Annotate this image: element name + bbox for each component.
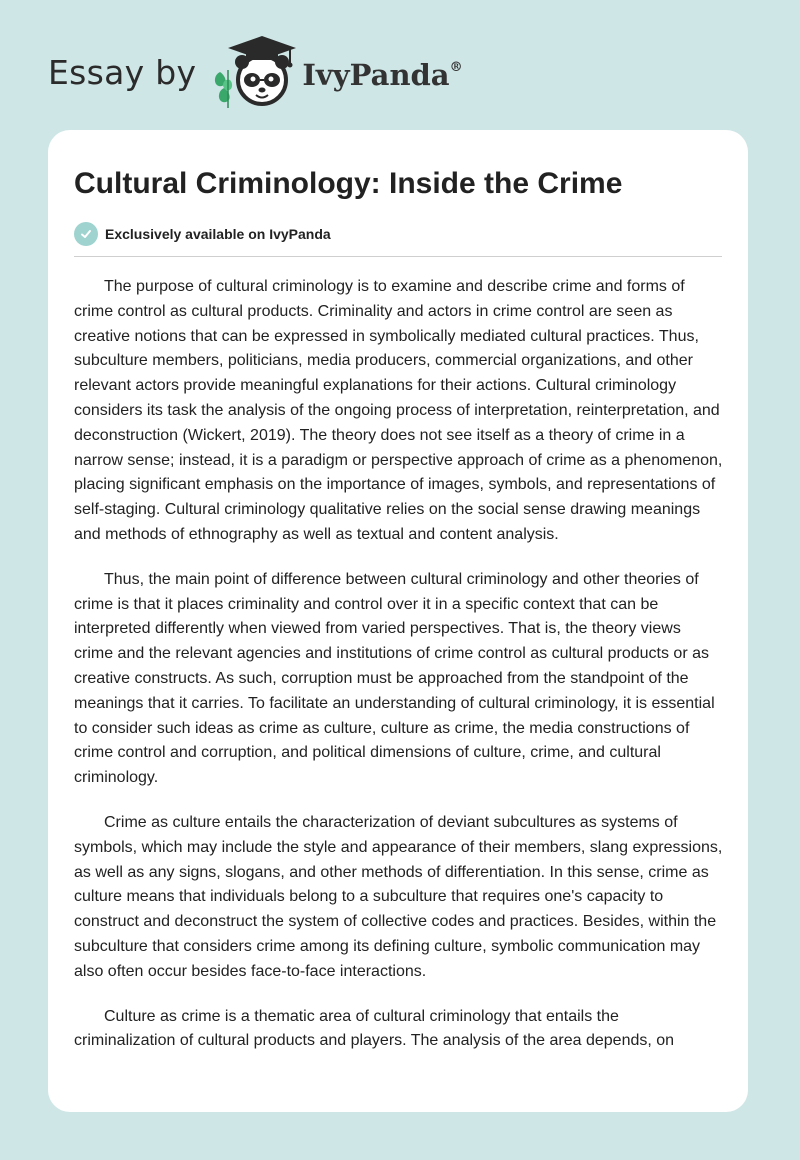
paragraph: The purpose of cultural criminology is to examine and describe crime and forms of crime control as cultural products. Criminality and actors in crime control are seen as creative notions that can be expressed in symbolically mediated cultural practices. Thus, subculture members, politicians, media producers, commercial organizations, and other relevant actors provide meaningful explanations for their actions. Cultural criminology considers its task the analysis of the ongoing process of interpretation, reinterpretation, and deconstruction (Wickert, 2019). The theory does not see itself as a theory of crime in a narrow sense; instead, it is a paradigm or perspective approach of crime as a phenomenon, placing significant emphasis on the importance of images, symbols, and representations of self-staging. Cultural criminology qualitative relies on the social sense drawing meanings and methods of ethnography as well as textual and content analysis.	[74, 278, 723, 543]
essay-title: Cultural Criminology: Inside the Crime	[74, 167, 623, 200]
brand-name[interactable]	[302, 58, 462, 92]
paragraph: Culture as crime is a thematic area of cultural criminology that entails the criminalization of cultural products and players. The analysis of the area depends, on	[74, 1007, 675, 1050]
paragraph: Crime as culture entails the characterization of deviant subcultures as systems of symbols, which may include the style and appearance of their members, slang expressions, as well as any signs, slogans, and other methods of differentiation. In this sense, crime as culture means that individuals belong to a subculture that requires one's capacity to construct and deconstruct the system of collective codes and practices. Besides, within the subculture that considers crime among its defining culture, symbolic communication may also often occur besides face-to-face interactions.	[74, 813, 723, 980]
panda-logo-icon[interactable]	[210, 32, 300, 112]
paragraph: Thus, the main point of difference between cultural criminology and other theories of crime is that it places criminality and control over it in a specific context that can be interpreted differently when viewed from varied perspectives. That is, the theory views crime and the relevant agencies and institutions of crime control as cultural products or as creative constructs. As such, corruption must be approached from the standpoint of the meanings that it carries. To facilitate an understanding of cultural criminology, it is essential to consider such ideas as crime as culture, culture as crime, the media constructions of crime control and corruption, and political dimensions of culture, crime, and cultural criminology.	[74, 570, 715, 787]
site-header	[48, 32, 463, 112]
essay-by-label: Essay by	[48, 52, 197, 92]
essay-body	[74, 275, 722, 1054]
exclusive-badge	[74, 220, 722, 248]
brand-text: IvyPanda	[302, 58, 450, 92]
badge-text: Exclusively available on IvyPanda	[105, 226, 331, 242]
check-circle-icon	[74, 222, 98, 246]
essay-card	[48, 130, 748, 1112]
registered-mark: ®	[449, 60, 463, 75]
divider	[74, 256, 722, 257]
